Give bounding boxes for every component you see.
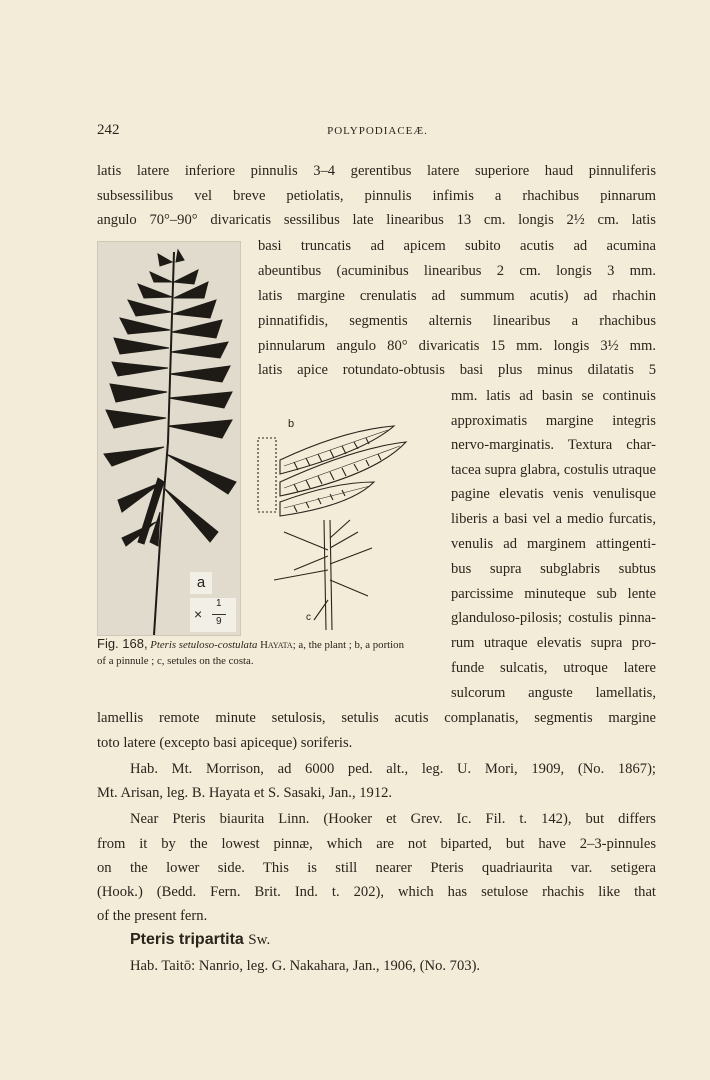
caption-text: ; a, the plant ; b, a portion of a pinnule ; c, setules on the costa. (97, 639, 404, 667)
text-line: mm. latis ad basin se continuis (451, 388, 656, 404)
text-line: funde sulcatis, utroque latere (451, 660, 656, 676)
text-line: pagine elevatis venis venulisque (451, 486, 656, 502)
habitat-line: Hab. Taitō: Nanrio, leg. G. Nakahara, Jan., 1906, (No. 703). (130, 958, 481, 974)
text-line: angulo 70°–90° divaricatis sessilibus late linearibus 13 cm. longis 2½ cm. latis (97, 212, 656, 228)
habitat-line: Hab. Mt. Morrison, ad 6000 ped. alt., leg. U. Mori, 1909, (No. 1867); (130, 761, 656, 777)
text-line: on the lower side. This is still nearer Pteris quadriaurita var. setigera (97, 860, 656, 876)
species-heading (130, 928, 270, 952)
scale-multiplier: × (194, 606, 203, 622)
page-header (97, 122, 658, 142)
text-line: latis latere inferiore pinnulis 3–4 gerentibus latere superiore haud pinnuliferis (97, 163, 656, 179)
text-line: from it by the lowest pinnæ, which are not biparted, but have 2–3-pinnules (97, 836, 656, 852)
habitat-line: Mt. Arisan, leg. B. Hayata et S. Sasaki, Jan., 1912. (97, 785, 393, 801)
text-line: liberis a basi vel a medio furcatis, (451, 511, 656, 527)
detail-drawing (254, 420, 414, 630)
text-line: nervo-marginatis. Textura char- (451, 437, 656, 453)
species-author: Sw. (248, 932, 271, 948)
text-line: toto latere (excepto basi apiceque) soriferis. (97, 735, 353, 751)
figure-number: Fig. 168, (97, 636, 148, 651)
scale-label (190, 598, 236, 632)
text-line: tacea supra glabra, costulis utraque (451, 462, 656, 478)
text-line: glanduloso-pilosis; costulis pinna- (451, 610, 656, 626)
scale-denominator: 9 (216, 616, 222, 627)
text-line: rum utraque elevatis supra pro- (451, 635, 656, 651)
text-line: abeuntibus (acuminibus linearibus 2 cm. longis 3 mm. (258, 263, 656, 279)
plant-photograph (97, 241, 241, 636)
pinnule-and-setule-drawing (254, 420, 414, 630)
species-name: Pteris tripartita (130, 931, 244, 948)
fern-frond-image (98, 242, 240, 635)
text-line: of the present fern. (97, 908, 208, 924)
text-line: basi truncatis ad apicem subito acutis ad acumina (258, 238, 656, 254)
figure-label-a: a (190, 572, 212, 594)
text-line: parcissime minuteque sub lente (451, 586, 656, 602)
page-number: 242 (97, 122, 120, 138)
text-line: bus supra subglabris subtus (451, 561, 656, 577)
text-line: sulcorum anguste lamellatis, (451, 685, 656, 701)
text-line: pinnatifidis, segmentis alternis linearibus a rhachibus (258, 313, 656, 329)
text-line: venulis ad marginem attingenti- (451, 536, 656, 552)
figure-label-b: b (288, 418, 295, 430)
caption-author: Hayata (260, 639, 293, 651)
figure-caption (97, 636, 407, 669)
caption-species: Pteris setuloso-costulata (150, 639, 258, 651)
text-line: pinnularum angulo 80° divaricatis 15 mm. longis 3½ mm. (258, 338, 656, 354)
running-head: POLYPODIACEÆ. (327, 125, 428, 137)
text-line: latis apice rotundato-obtusis basi plus minus dilatatis 5 (258, 362, 656, 378)
text-line: lamellis remote minute setulosis, setulis acutis complanatis, segmentis margine (97, 710, 656, 726)
text-line: approximatis margine integris (451, 413, 656, 429)
scale-numerator: 1 (216, 598, 222, 609)
text-line: Near Pteris biaurita Linn. (Hooker et Grev. Ic. Fil. t. 142), but differs (130, 811, 656, 827)
text-line: subsessilibus vel breve petiolatis, pinnulis infimis a rhachibus pinnarum (97, 188, 656, 204)
figure-label-c: c (306, 612, 311, 623)
text-line: (Hook.) (Bedd. Fern. Brit. Ind. t. 202), which has setulose rhachis like that (97, 884, 656, 900)
text-line: latis margine crenulatis ad summum acutis) ad rhachin (258, 288, 656, 304)
